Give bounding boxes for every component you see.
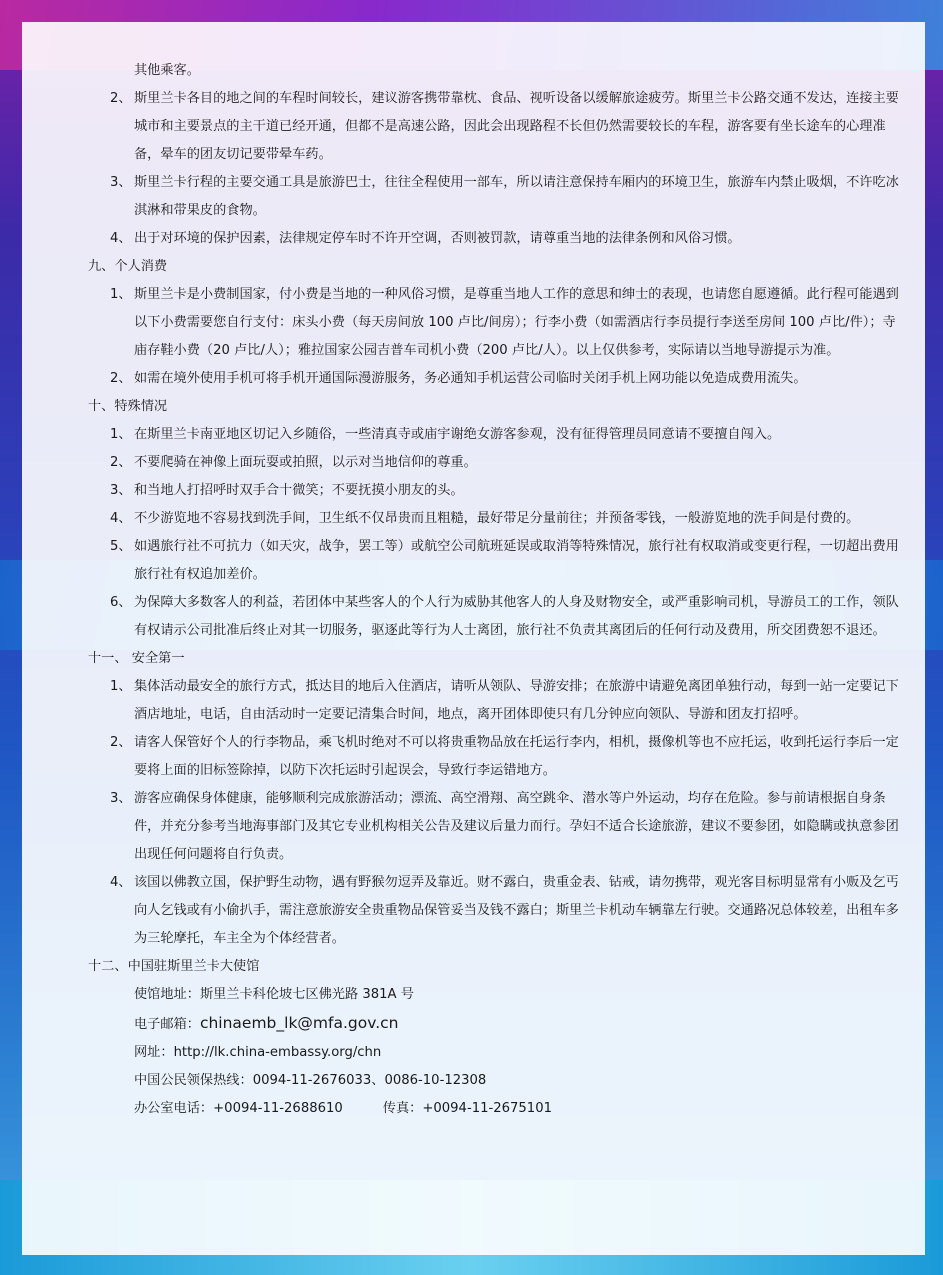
- list-item: 4、 该国以佛教立国，保护野生动物，遇有野猴勿逗弄及靠近。财不露白，贵重金表、钻戒，请勿携带，观光客目标明显常有小贩及乞丐向人乞钱或有小偷扒手，需注意旅游安全贵重物品保管妥当及钱不露白；斯里兰卡机动车辆靠左行驶。交通路况总体较差，出租车多为三轮摩托，车主全为个体经营者。: [110, 875, 899, 946]
- list-item: 2、 不要爬骑在神像上面玩耍或拍照，以示对当地信仰的尊重。: [110, 455, 477, 470]
- section-heading: 十、特殊情况: [88, 399, 168, 414]
- section-heading: 十二、中国驻斯里兰卡大使馆: [88, 959, 260, 974]
- email-link[interactable]: chinaemb_lk@mfa.gov.cn: [199, 1014, 399, 1032]
- section-heading: 九、个人消费: [88, 259, 168, 274]
- document-sheet: [22, 22, 925, 1255]
- embassy-email: 电子邮箱：chinaemb_lk@mfa.gov.cn: [134, 1014, 399, 1032]
- list-item: 其他乘客。: [134, 63, 200, 78]
- list-item: 4、 出于对环境的保护因素，法律规定停车时不许开空调，否则被罚款，请尊重当地的法律条例和风俗习惯。: [110, 231, 741, 246]
- list-item: 1、 斯里兰卡是小费制国家，付小费是当地的一种风俗习惯，是尊重当地人工作的意思和绅士的表现，也请您自愿遵循。此行程可能遇到以下小费需要您自行支付：床头小费（每天房间放 100 卢比/间房）；行李小费（如需酒店行李员提行李送至房间 100 卢比/件）；寺庙存鞋小费（20 卢比/人）；雅拉国家公园吉普车司机小费（200 卢比/人）。以上仅供参考，实际请以当地导游提示为准。: [110, 287, 899, 358]
- list-item: 3、 和当地人打招呼时双手合十微笑；不要抚摸小朋友的头。: [110, 483, 464, 498]
- embassy-hotline: 中国公民领保热线：0094-11-2676033、0086-10-12308: [134, 1073, 487, 1088]
- section-heading: 十一、 安全第一: [88, 651, 185, 666]
- list-item: 5、 如遇旅行社不可抗力（如天灾，战争，罢工等）或航空公司航班延误或取消等特殊情况，旅行社有权取消或变更行程，一切超出费用旅行社有权追加差价。: [110, 539, 899, 582]
- embassy-website: 网址：http://lk.china-embassy.org/chn: [134, 1045, 382, 1060]
- document-content: [86, 57, 904, 1123]
- list-item: 2、 如需在境外使用手机可将手机开通国际漫游服务，务必通知手机运营公司临时关闭手机上网功能以免造成费用流失。: [110, 371, 807, 386]
- embassy-address: 使馆地址：斯里兰卡科伦坡七区佛光路 381A 号: [134, 987, 414, 1002]
- list-item: 3、 游客应确保身体健康，能够顺利完成旅游活动；漂流、高空滑翔、高空跳伞、潜水等户外运动，均存在危险。参与前请根据自身条件，并充分参考当地海事部门及其它专业机构相关公告及建议后量力而行。孕妇不适合长途旅游，建议不要参团，如隐瞒或执意参团出现任何问题将自行负责。: [110, 791, 899, 862]
- list-item: 1、 在斯里兰卡南亚地区切记入乡随俗，一些清真寺或庙宇谢绝女游客参观，没有征得管理员同意请不要擅自闯入。: [110, 427, 781, 442]
- list-item: 2、 请客人保管好个人的行李物品，乘飞机时绝对不可以将贵重物品放在托运行李内，相机，摄像机等也不应托运，收到托运行李后一定要将上面的旧标签除掉，以防下次托运时引起误会，导致行李运错地方。: [110, 735, 899, 778]
- website-link[interactable]: http://lk.china-embassy.org/chn: [173, 1045, 382, 1060]
- list-item: 2、 斯里兰卡各目的地之间的车程时间较长，建议游客携带靠枕、食品、视听设备以缓解旅途疲劳。斯里兰卡公路交通不发达，连接主要城市和主要景点的主干道已经开通，但都不是高速公路，因此会出现路程不长但仍然需要较长的车程，游客要有坐长途车的心理准备，晕车的团友切记要带晕车药。: [110, 91, 899, 162]
- embassy-phone-fax: 办公室电话：+0094-11-2688610 传真：+0094-11-2675101: [134, 1101, 552, 1116]
- list-item: 4、 不少游览地不容易找到洗手间，卫生纸不仅昂贵而且粗糙，最好带足分量前往；并预备零钱，一般游览地的洗手间是付费的。: [110, 511, 860, 526]
- list-item: 1、 集体活动最安全的旅行方式，抵达目的地后入住酒店，请听从领队、导游安排；在旅游中请避免离团单独行动，每到一站一定要记下酒店地址，电话，自由活动时一定要记清集合时间，地点，离开团体即使只有几分钟应向领队、导游和团友打招呼。: [110, 679, 899, 722]
- list-item: 6、 为保障大多数客人的利益，若团体中某些客人的个人行为威胁其他客人的人身及财物安全，或严重影响司机，导游员工的工作，领队有权请示公司批准后终止对其一切服务，驱逐此等行为人士离团，旅行社不负责其离团后的任何行动及费用，所交团费恕不退还。: [110, 595, 899, 638]
- list-item: 3、 斯里兰卡行程的主要交通工具是旅游巴士，往往全程使用一部车，所以请注意保持车厢内的环境卫生，旅游车内禁止吸烟，不许吃冰淇淋和带果皮的食物。: [110, 175, 899, 218]
